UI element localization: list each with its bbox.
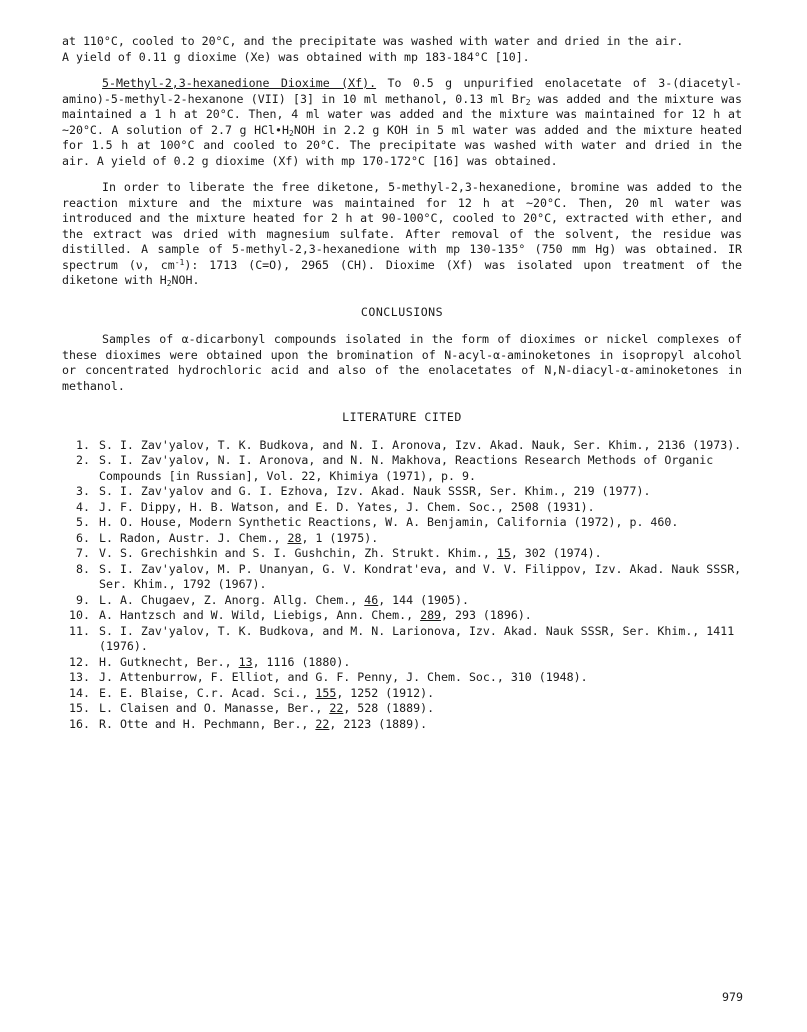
- reference-text: [99, 593, 742, 609]
- reference-item: [62, 484, 742, 500]
- reference-text: [99, 438, 742, 454]
- paragraph-xf-text-2: was added and the mixture was maintained a 1 h at 20°C. Then, 4 ml water was added and the mixture was maintained for 12 h at ~20°C. A solution of 2.7 g HCl•H: [62, 91, 742, 137]
- reference-number: 14.: [69, 685, 90, 700]
- reference-item: [62, 624, 742, 655]
- reference-number: 16.: [69, 716, 90, 731]
- reference-pages: , 293 (1896).: [441, 608, 532, 622]
- reference-volume: 22: [315, 716, 330, 731]
- paragraph-xf-text-3: NOH in 2.2 g KOH in 5 ml water was added and the mixture heated for 1.5 h at 100°C and cooled to 20°C. The precipitate was washed with water and dried in the air. A yield of 0.2 g dioxime (Xf) with mp 170-172°C [16] was obtained.: [62, 122, 742, 168]
- paragraph-xe-line-1: at 110°C, cooled to 20°C, and the precipitate was washed with water and dried in the air.: [62, 34, 684, 48]
- reference-number: 9.: [76, 592, 90, 607]
- reference-number: 15.: [69, 701, 90, 715]
- reference-item: [62, 701, 742, 717]
- reference-pages: , 1 (1975).: [301, 530, 379, 545]
- reference-pages: , 144 (1905).: [378, 592, 469, 607]
- reference-text: [99, 701, 742, 717]
- reference-number: 12.: [69, 654, 90, 669]
- reference-item: [62, 608, 742, 624]
- superscript-cm-1: -1: [174, 257, 185, 267]
- reference-item: [62, 717, 742, 733]
- reference-citation: E. E. Blaise, C.r. Acad. Sci.,: [99, 685, 316, 700]
- reference-volume: 22: [329, 701, 344, 715]
- reference-item: [62, 686, 742, 702]
- reference-item: [62, 515, 742, 531]
- reference-number: 7.: [76, 546, 90, 560]
- reference-text: [99, 624, 742, 655]
- reference-number: 11.: [69, 623, 90, 638]
- reference-item: [62, 670, 742, 686]
- literature-cited-heading: LITERATURE CITED: [342, 410, 462, 424]
- reference-item: [62, 562, 742, 593]
- reference-item: [62, 500, 742, 516]
- subscript-h2noh: 2: [288, 128, 294, 138]
- reference-number: 8.: [76, 561, 90, 576]
- reference-number: 10.: [69, 608, 90, 622]
- reference-pages: , 2123 (1889).: [329, 716, 428, 731]
- page-body: [62, 34, 742, 732]
- reference-item: [62, 546, 742, 562]
- reference-citation: L. Claisen and O. Manasse, Ber.,: [99, 701, 330, 715]
- conclusions-text: Samples of α-dicarbonyl compounds isolated in the form of dioximes or nickel complexes of these dioximes were obtained upon the bromination of N-acyl-α-aminoketones in isopropyl alcohol or concentrated hydrochloric acid and also of the enolacetates of N,N-diacyl-α-aminoketones in methanol.: [62, 332, 742, 393]
- paragraph-diketone-text-3: NOH.: [171, 273, 200, 287]
- reference-text: [99, 546, 742, 562]
- reference-volume: 289: [420, 608, 442, 622]
- reference-number: 6.: [76, 530, 90, 545]
- reference-text: [99, 608, 742, 624]
- paragraph-xe-line-2: A yield of 0.11 g dioxime (Xe) was obtained with mp 183-184°C [10].: [62, 49, 530, 64]
- reference-citation: S. I. Zav'yalov, M. P. Unanyan, G. V. Kondrat'eva, and V. V. Filippov, Izv. Akad. Nauk SSSR, Ser. Khim., 1792 (1967).: [99, 561, 742, 591]
- reference-number: 4.: [76, 499, 90, 514]
- reference-item: [62, 593, 742, 609]
- compound-xf-heading: 5-Methyl-2,3-hexanedione Dioxime (Xf).: [102, 76, 377, 90]
- reference-text: [99, 515, 742, 531]
- page-number: 979: [722, 990, 743, 1004]
- reference-item: [62, 453, 742, 484]
- reference-number: 2.: [76, 453, 90, 467]
- reference-item: [62, 438, 742, 454]
- reference-pages: , 1116 (1880).: [252, 654, 351, 669]
- reference-pages: , 1252 (1912).: [336, 685, 435, 700]
- reference-text: [99, 531, 742, 547]
- reference-citation: J. F. Dippy, H. B. Watson, and E. D. Yates, J. Chem. Soc., 2508 (1931).: [99, 499, 595, 514]
- subscript-h2noh-2: 2: [166, 279, 172, 288]
- reference-citation: L. A. Chugaev, Z. Anorg. Allg. Chem.,: [99, 592, 365, 607]
- conclusions-heading: CONCLUSIONS: [360, 304, 444, 319]
- reference-number: 5.: [76, 515, 90, 529]
- paragraph-xf-text-1: To 0.5 g unpurified enolacetate of 3-(diacetyl-amino)-5-methyl-2-hexanone (VII) [3] in 10 ml methanol, 0.13 ml Br: [62, 76, 742, 106]
- reference-text: [99, 453, 742, 484]
- reference-volume: 13: [238, 654, 253, 669]
- reference-text: [99, 562, 742, 593]
- reference-volume: 15: [496, 546, 511, 560]
- reference-item: [62, 531, 742, 547]
- reference-text: [99, 484, 742, 500]
- reference-volume: 46: [364, 592, 379, 607]
- reference-volume: 155: [315, 685, 337, 700]
- reference-citation: J. Attenburrow, F. Elliot, and G. F. Penny, J. Chem. Soc., 310 (1948).: [99, 670, 588, 684]
- reference-text: [99, 655, 742, 671]
- reference-text: [99, 500, 742, 516]
- paragraph-xf-preparation: [62, 76, 742, 169]
- reference-number: 3.: [76, 484, 90, 498]
- reference-citation: A. Hantzsch and W. Wild, Liebigs, Ann. Chem.,: [99, 608, 421, 622]
- reference-citation: S. I. Zav'yalov and G. I. Ezhova, Izv. Akad. Nauk SSSR, Ser. Khim., 219 (1977).: [99, 484, 651, 498]
- reference-citation: S. I. Zav'yalov, T. K. Budkova, and N. I. Aronova, Izv. Akad. Nauk, Ser. Khim., 2136 (1973).: [99, 437, 742, 452]
- reference-number: 1.: [76, 437, 90, 452]
- reference-citation: S. I. Zav'yalov, N. I. Aronova, and N. N. Makhova, Reactions Research Methods of Organic Compounds [in Russian], Vol. 22, Khimiya (1971), p. 9.: [99, 453, 714, 483]
- reference-pages: , 528 (1889).: [343, 701, 435, 715]
- subscript-br2: 2: [525, 97, 531, 107]
- paragraph-diketone-text-1: In order to liberate the free diketone, 5-methyl-2,3-hexanedione, bromine was added to the reaction mixture and the mixture was maintained for 12 h at ~20°C. Then, 20 ml water was introduced and the mixture heated for 2 h at 90-100°C, cooled to 20°C, extracted with ether, and the extract was dried with magnesium sulfate. After removal of the solvent, the residue was distilled. A sample of 5-methyl-2,3-hexanedione with mp 130-135° (750 mm Hg) was obtained. IR spectrum (ν, cm: [62, 180, 742, 272]
- reference-citation: V. S. Grechishkin and S. I. Gushchin, Zh. Strukt. Khim.,: [99, 546, 497, 560]
- reference-number: 13.: [69, 670, 90, 684]
- reference-pages: , 302 (1974).: [510, 546, 602, 560]
- paragraph-diketone-text-2: ): 1713 (C=O), 2965 (CH). Dioxime (Xf) was isolated upon treatment of the diketone with H: [62, 257, 742, 287]
- reference-citation: R. Otte and H. Pechmann, Ber.,: [99, 716, 316, 731]
- reference-citation: H. O. House, Modern Synthetic Reactions, W. A. Benjamin, California (1972), p. 460.: [99, 515, 679, 529]
- reference-citation: L. Radon, Austr. J. Chem.,: [99, 530, 288, 545]
- reference-citation: H. Gutknecht, Ber.,: [99, 654, 239, 669]
- reference-list: [62, 438, 742, 733]
- reference-item: [62, 655, 742, 671]
- paragraph-xe-continuation: [62, 34, 742, 65]
- reference-text: [99, 686, 742, 702]
- reference-citation: S. I. Zav'yalov, T. K. Budkova, and M. N. Larionova, Izv. Akad. Nauk SSSR, Ser. Khim., 1411 (1976).: [99, 623, 735, 653]
- reference-text: [99, 670, 742, 686]
- reference-text: [99, 717, 742, 733]
- paragraph-free-diketone: [62, 180, 742, 289]
- reference-volume: 28: [287, 530, 302, 545]
